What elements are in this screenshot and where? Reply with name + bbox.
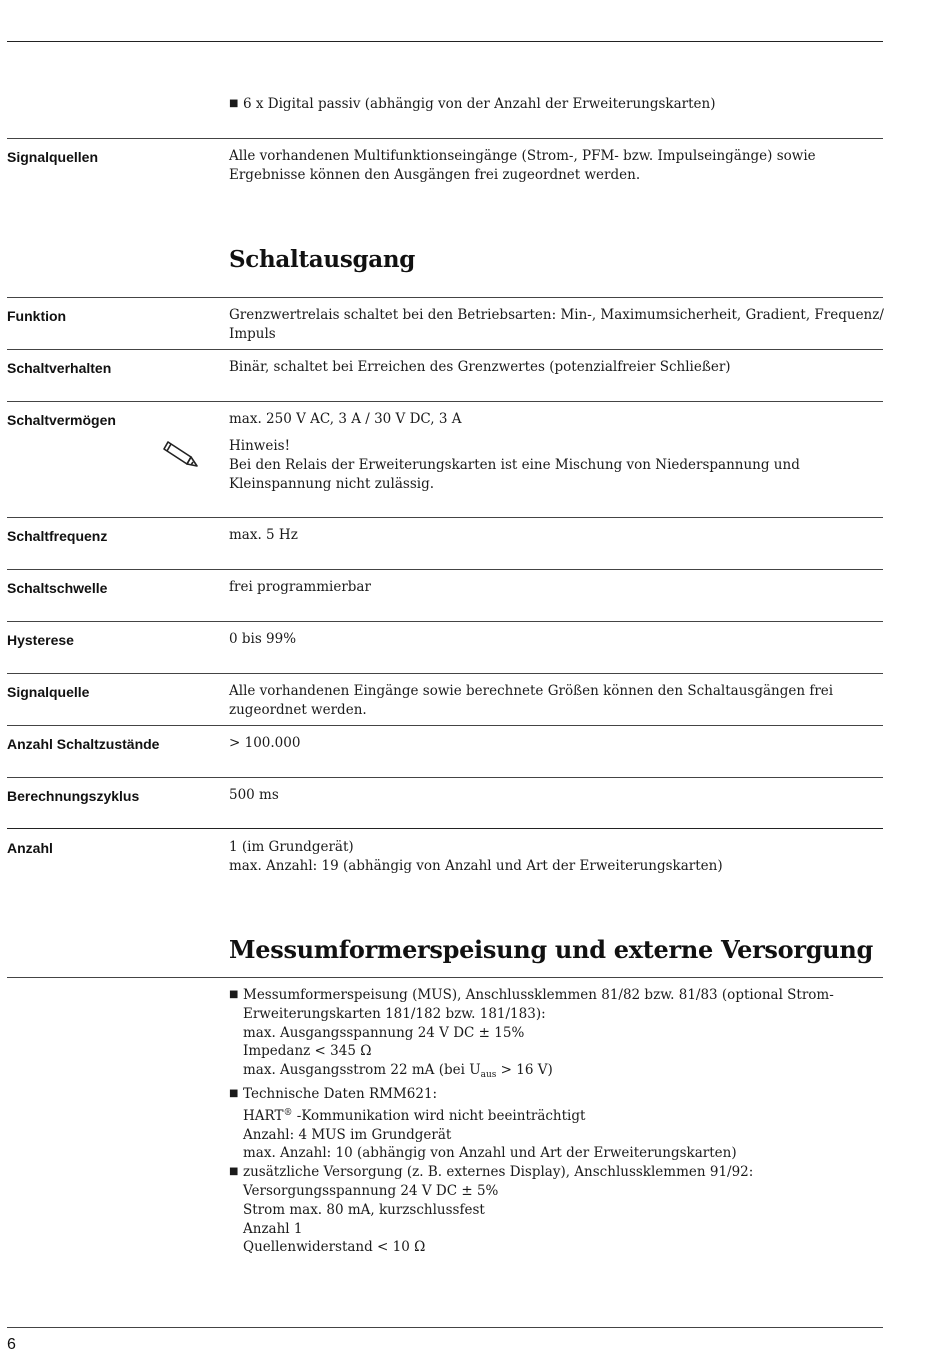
- label-hysterese: Hysterese: [7, 632, 74, 648]
- row-divider: [7, 138, 883, 139]
- value-schaltschwelle: frei programmierbar: [229, 579, 371, 595]
- row-divider: [7, 673, 883, 674]
- row-divider: [7, 401, 883, 402]
- bullet-icon: ■: [229, 98, 239, 109]
- bullet-title: zusätzliche Versorgung (z. B. externes Display), Anschlussklemmen 91/92:: [243, 1164, 754, 1181]
- label-anzahl: Anzahl: [7, 840, 53, 856]
- page-number: 6: [7, 1336, 16, 1353]
- bullet-icon: ■: [229, 989, 239, 1000]
- pencil-icon: [160, 438, 200, 468]
- label-schaltvermoegen: Schaltvermögen: [7, 412, 116, 428]
- row-divider: [7, 777, 883, 778]
- bullet-title: Messumformerspeisung (MUS), Anschlussklemmen 81/82 bzw. 81/83 (optional Strom-Erweiterungskarten 181/182 bzw. 181/183):: [243, 987, 834, 1022]
- list-item: ■ zusätzliche Versorgung (z. B. externes Display), Anschlussklemmen 91/92: Versorgungsspannung 24 V DC ± 5% Strom max. 80 mA, kurzschlussfest Anzahl 1 Quellenwiderstand < 10 Ω: [229, 1163, 885, 1257]
- label-berechnungszyklus: Berechnungszyklus: [7, 788, 140, 804]
- label-schaltfrequenz: Schaltfrequenz: [7, 528, 108, 544]
- bullet-title: Technische Daten RMM621:: [243, 1085, 438, 1102]
- label-signalquellen: Signalquellen: [7, 149, 99, 165]
- value-signalquellen: Alle vorhandenen Multifunktionseingänge (Strom-, PFM- bzw. Impulseingänge) sowie Ergebnisse können den Ausgängen frei zugeordnet werden.: [229, 148, 816, 183]
- section-heading-schaltausgang: Schaltausgang: [229, 246, 416, 273]
- value-schaltverhalten: Binär, schaltet bei Erreichen des Grenzwertes (potenzialfreier Schließer): [229, 359, 731, 375]
- label-anzahl-schaltzustaende: Anzahl Schaltzustände: [7, 736, 160, 752]
- value-schaltvermoegen: max. 250 V AC, 3 A / 30 V DC, 3 A: [229, 411, 462, 427]
- value-anzahl-schaltzustaende: > 100.000: [229, 735, 301, 751]
- row-divider: [7, 297, 883, 298]
- value-anzahl-max: max. Anzahl: 19 (abhängig von Anzahl und Art der Erweiterungskarten): [229, 858, 723, 874]
- label-signalquelle: Signalquelle: [7, 684, 90, 700]
- top-bullet-list: [229, 95, 885, 114]
- list-item: ■ Messumformerspeisung (MUS), Anschlussklemmen 81/82 bzw. 81/83 (optional Strom-Erweiterungskarten 181/182 bzw. 181/183): max. Ausgangsspannung 24 V DC ± 15% Impedanz < 345 Ω max. Ausgangsstrom 22 mA (bei $U_{aus} > 16$ V): [229, 986, 885, 1085]
- value-signalquelle: Alle vorhandenen Eingänge sowie berechnete Größen können den Schaltausgängen frei zugeordnet werden.: [229, 683, 834, 718]
- list-item: ■ Technische Daten RMM621: HART® -Kommunikation wird nicht beeinträchtigt Anzahl: 4 MUS im Grundgerät max. Anzahl: 10 (abhängig von Anzahl und Art der Erweiterungskarten): [229, 1085, 885, 1163]
- row-divider: [7, 725, 883, 726]
- value-anzahl: 1 (im Grundgerät): [229, 839, 354, 855]
- row-divider: [7, 569, 883, 570]
- row-divider: [7, 517, 883, 518]
- value-funktion: Grenzwertrelais schaltet bei den Betriebsarten: Min-, Maximumsicherheit, Gradient, Frequenz/ Impuls: [229, 307, 884, 342]
- note-text: Bei den Relais der Erweiterungskarten ist eine Mischung von Niederspannung und Kleinspannung nicht zulässig.: [229, 457, 800, 492]
- row-divider: [7, 349, 883, 350]
- value-berechnungszyklus: 500 ms: [229, 787, 279, 803]
- row-divider: [7, 977, 883, 978]
- note-title: Hinweis!: [229, 438, 291, 454]
- bullet-icon: ■: [229, 1087, 239, 1099]
- list-item: ■ 6 x Digital passiv (abhängig von der Anzahl der Erweiterungskarten): [229, 96, 716, 112]
- value-hysterese: 0 bis 99%: [229, 631, 297, 647]
- row-divider: [7, 621, 883, 622]
- label-funktion: Funktion: [7, 308, 67, 324]
- header-rule: [7, 41, 883, 42]
- mus-bullet-list: [229, 986, 885, 1257]
- value-schaltfrequenz: max. 5 Hz: [229, 527, 298, 543]
- section-heading-messumformerspeisung: Messumformerspeisung und externe Versorgung: [229, 935, 873, 964]
- row-divider: [7, 828, 883, 829]
- bullet-icon: ■: [229, 1166, 239, 1178]
- footer-rule: [7, 1327, 883, 1328]
- label-schaltschwelle: Schaltschwelle: [7, 580, 108, 596]
- label-schaltverhalten: Schaltverhalten: [7, 360, 112, 376]
